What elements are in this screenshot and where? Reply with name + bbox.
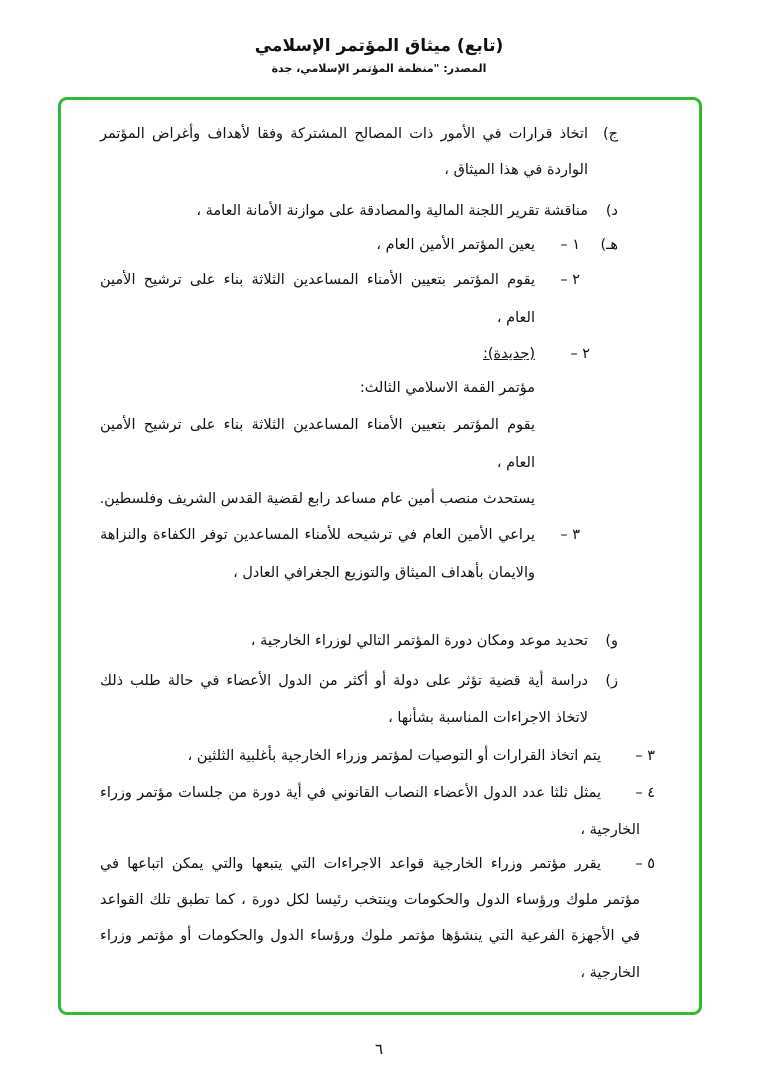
item-h-sub2new-num: ٢ – (570, 346, 590, 362)
item-4-num: ٤ – (635, 785, 655, 801)
item-3-num: ٣ – (635, 748, 655, 764)
item-h-sub2new-line-2: يقوم المؤتمر بتعيين الأمناء المساعدين الثلاثة بناء على ترشيح الأمين (100, 417, 535, 433)
item-label-w: و) (605, 633, 618, 649)
item-d-line-1: مناقشة تقرير اللجنة المالية والمصادقة على موازنة الأمانة العامة ، (196, 203, 588, 219)
item-h-sub2new-tag: (جديدة): (482, 346, 535, 362)
item-j-line-1: اتخاذ قرارات في الأمور ذات المصالح المشتركة وفقا لأهداف وأغراض المؤتمر (100, 126, 588, 142)
document-source: المصدر: "منظمة المؤتمر الإسلامي، جدة (271, 62, 487, 75)
item-w-line-1: تحديد موعد ومكان دورة المؤتمر التالي لوزراء الخارجية ، (250, 633, 588, 649)
item-h-sub2-line-2: العام ، (496, 310, 535, 326)
item-h-sub3-line-2: والايمان بأهداف الميثاق والتوزيع الجغرافي العادل ، (233, 565, 535, 581)
item-h-sub1-line-1: يعين المؤتمر الأمين العام ، (376, 237, 535, 253)
item-4-line-1: يمثل ثلثا عدد الدول الأعضاء النصاب القانوني في أية دورة من جلسات مؤتمر وزراء (100, 785, 601, 801)
item-5-line-4: الخارجية ، (580, 965, 640, 981)
item-label-z: ز) (605, 673, 618, 689)
item-label-h: هـ) (600, 237, 618, 253)
page-number: ٦ (374, 1040, 384, 1058)
item-h-sub2new-line-1: مؤتمر القمة الاسلامي الثالث: (359, 380, 535, 396)
item-h-sub1-num: ١ – (560, 237, 580, 253)
item-5-line-3: في الأجهزة الفرعية التي ينشؤها مؤتمر ملوك ورؤساء الدول والحكومات أو مؤتمر وزراء (100, 928, 640, 944)
item-z-line-1: دراسة أية قضية تؤثر على دولة أو أكثر من الدول الأعضاء في حالة طلب ذلك (100, 673, 588, 689)
item-h-sub2-line-1: يقوم المؤتمر بتعيين الأمناء المساعدين الثلاثة بناء على ترشيح الأمين (100, 272, 535, 288)
item-4-line-2: الخارجية ، (580, 822, 640, 838)
document-title: (تابع) ميثاق المؤتمر الإسلامي (254, 36, 504, 56)
item-label-j: ج) (602, 126, 618, 142)
item-z-line-2: لاتخاذ الاجراءات المناسبة بشأنها ، (388, 710, 588, 726)
item-label-d: د) (605, 203, 618, 219)
item-h-sub2-num: ٢ – (560, 272, 580, 288)
item-j-line-2: الواردة في هذا الميثاق ، (444, 162, 588, 178)
item-5-line-2: مؤتمر ملوك ورؤساء الدول والحكومات وينتخب رئيسا لكل دورة ، كما تطبق تلك القواعد (100, 892, 640, 908)
item-h-sub2new-line-4: يستحدث منصب أمين عام مساعد رابع لقضية القدس الشريف وفلسطين. (99, 491, 535, 507)
item-h-sub3-line-1: يراعي الأمين العام في ترشيحه للأمناء المساعدين توفر الكفاءة والنزاهة (100, 527, 535, 543)
item-h-sub3-num: ٣ – (560, 527, 580, 543)
item-5-num: ٥ – (635, 856, 655, 872)
item-5-line-1: يقرر مؤتمر وزراء الخارجية قواعد الاجراءات التي يتبعها والتي يمكن اتباعها في (100, 856, 601, 872)
item-h-sub2new-line-3: العام ، (496, 455, 535, 471)
item-3-line-1: يتم اتخاذ القرارات أو التوصيات لمؤتمر وزراء الخارجية بأغلبية الثلثين ، (187, 748, 601, 764)
